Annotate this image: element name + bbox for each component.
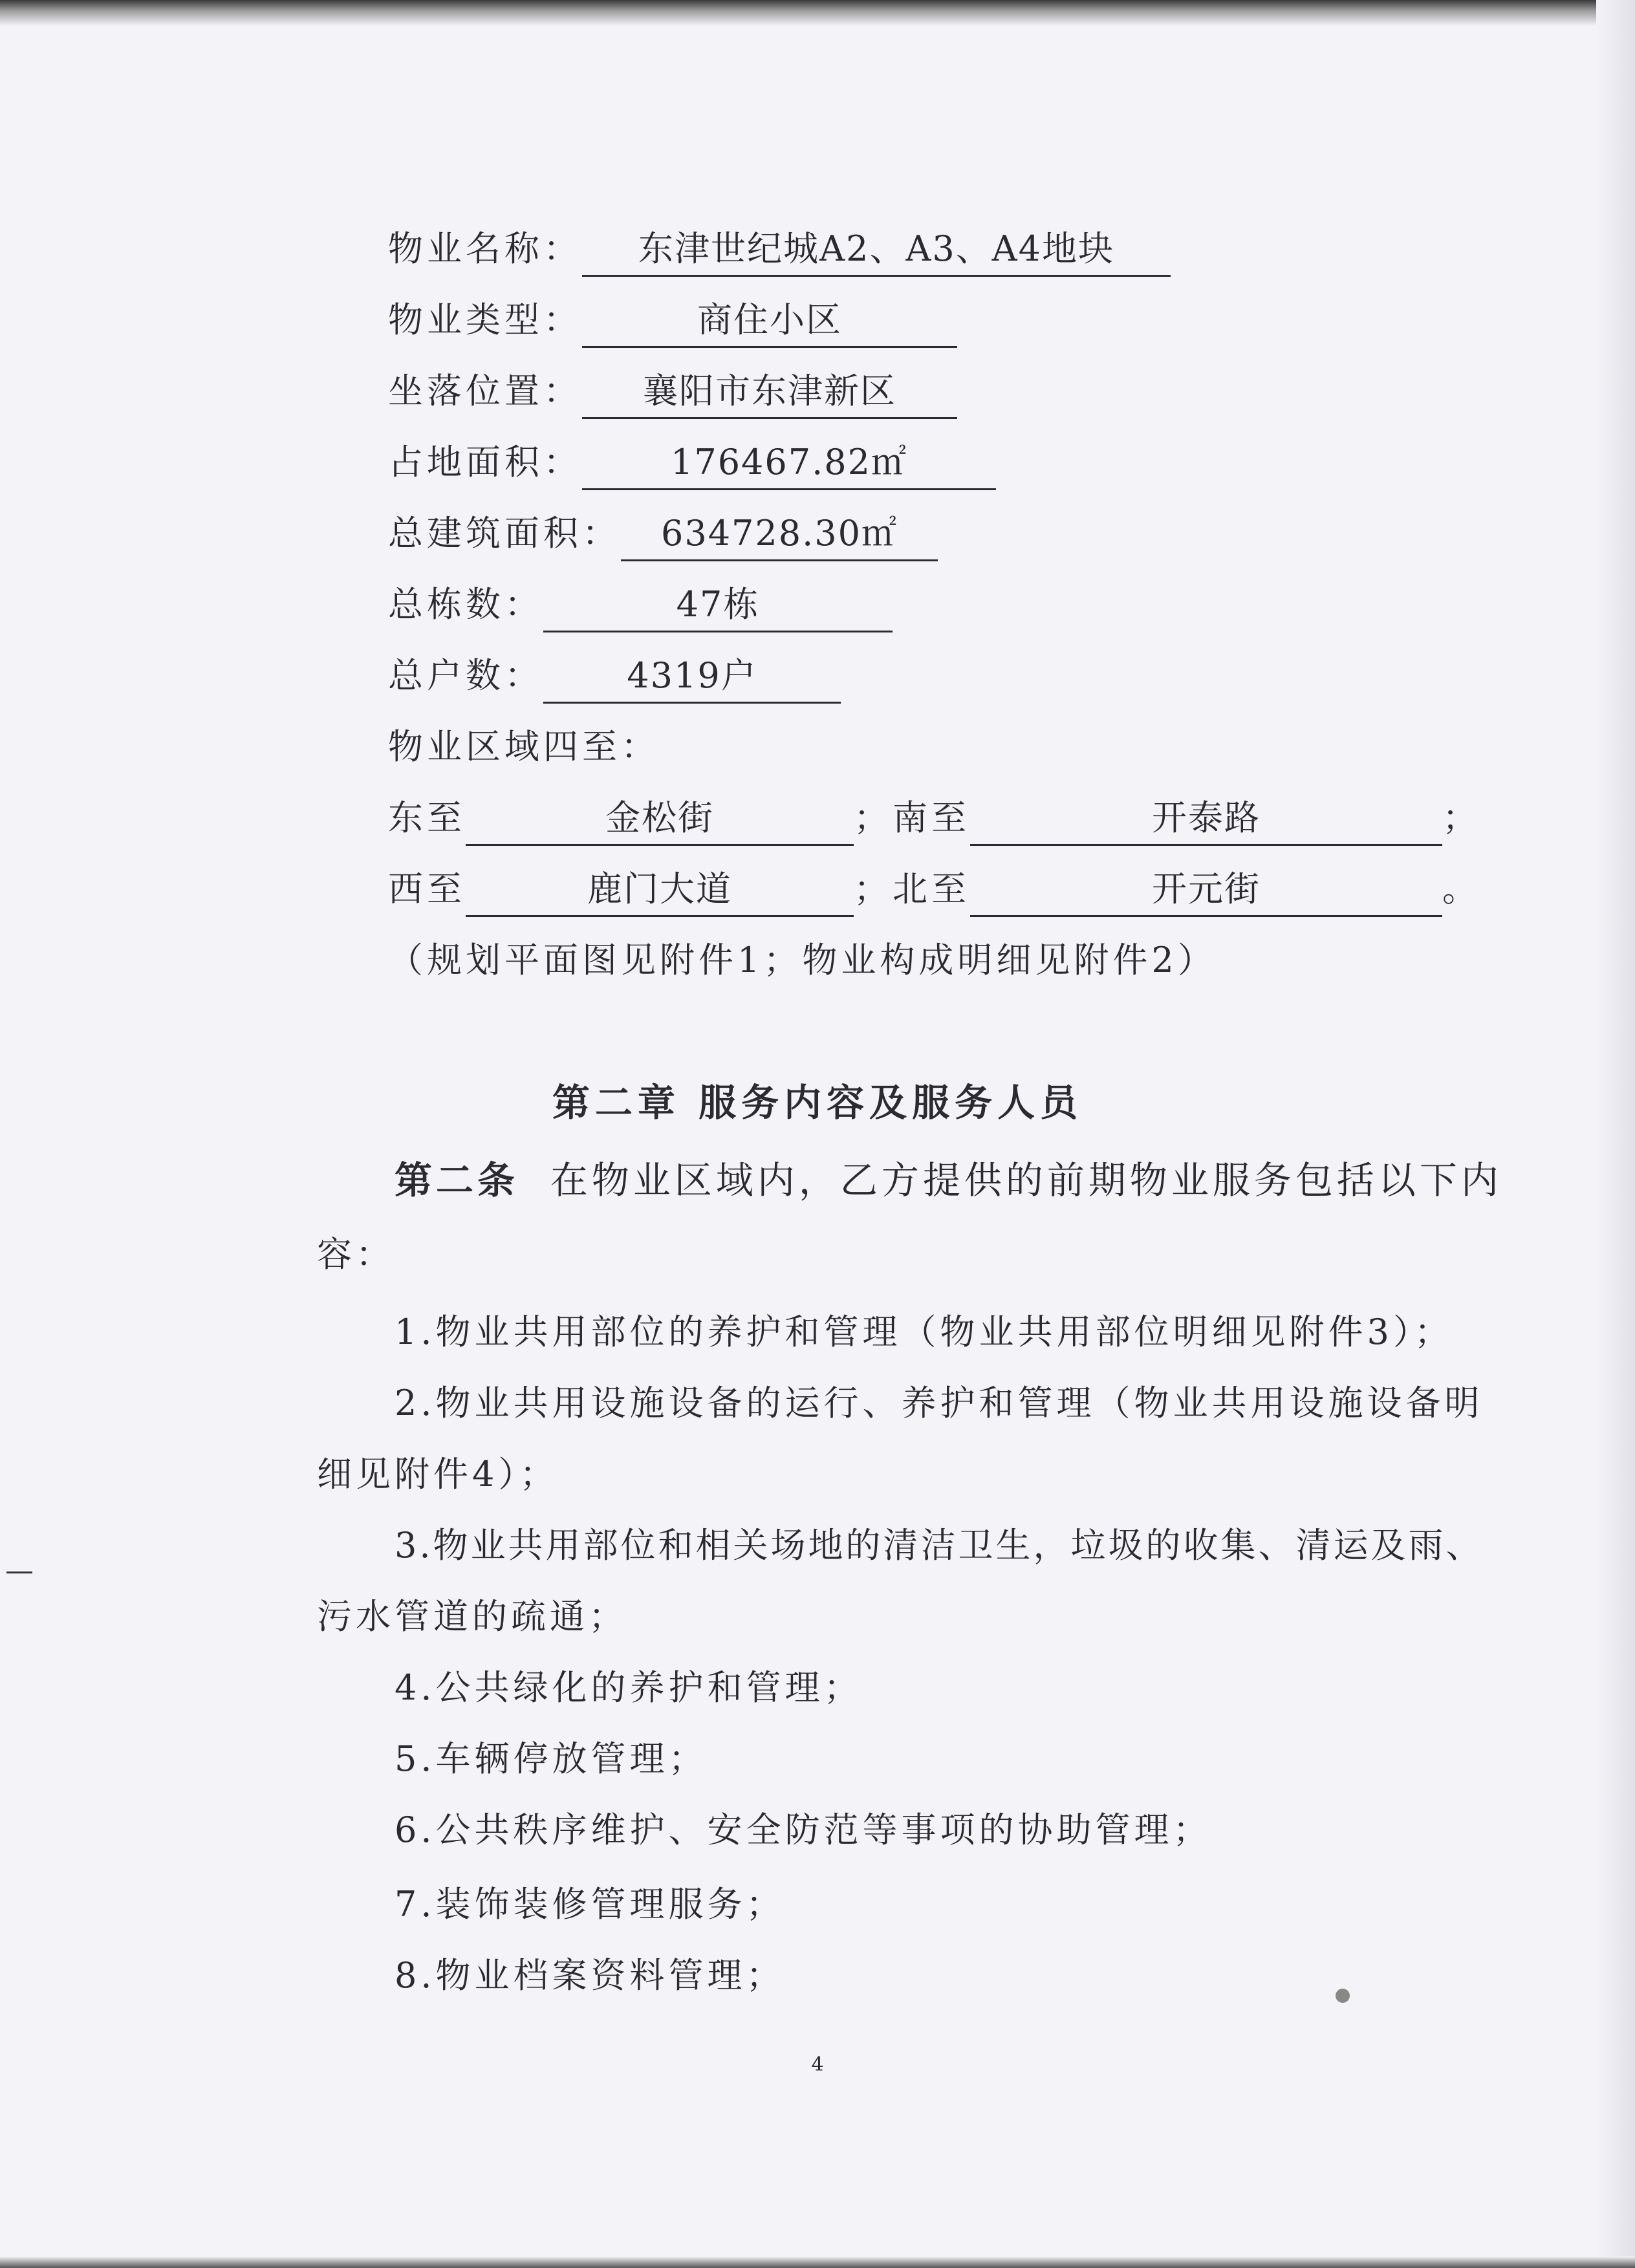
list-item-2-continued: 细见附件4）； [317,1454,559,1495]
property-type-value: 商住小区 [582,294,957,348]
south-label: ；南至 [854,797,970,838]
household-count-row [388,650,841,704]
land-area-value: 176467.82㎡ [582,437,996,490]
location-row [388,365,957,419]
list-item-3: 3.物业共用部位和相关场地的清洁卫生，垃圾的收集、清运及雨、 [395,1525,1484,1566]
list-item-2: 2.物业共用设施设备的运行、养护和管理（物业共用设施设备明 [395,1383,1484,1423]
property-name-value: 东津世纪城A2、A3、A4地块 [582,223,1171,277]
property-type-row [388,294,957,348]
building-area-value: 634728.30㎡ [621,508,938,561]
location-value: 襄阳市东津新区 [582,365,957,419]
east-value: 金松街 [466,792,854,846]
scan-edge-top [0,0,1635,26]
south-value: 开泰路 [970,792,1442,846]
location-label: 坐落位置： [388,371,582,411]
building-area-label: 总建筑面积： [388,513,621,554]
east-label: 东至 [388,797,466,838]
west-value: 鹿门大道 [466,863,854,917]
scan-speck [1336,1989,1350,2003]
boundary-heading: 物业区域四至： [388,726,660,767]
article-intro-continued: 容： [317,1234,395,1275]
page-number: 4 [811,2053,824,2076]
attachment-note: （规划平面图见附件1；物业构成明细见附件2） [388,940,1217,980]
row1-end-mark: ； [1442,797,1481,838]
west-label: 西至 [388,869,466,909]
property-name-label: 物业名称： [388,228,582,269]
scan-mark [6,1571,32,1573]
building-count-label: 总栋数： [388,584,543,625]
row2-end-mark: 。 [1442,869,1481,909]
scan-edge-bottom [0,2256,1635,2268]
list-item-8: 8.物业档案资料管理； [395,1955,785,1996]
household-count-label: 总户数： [388,655,543,696]
property-name-row [388,223,1171,277]
article-label: 第二条 [395,1158,519,1202]
chapter-title: 第二章 服务内容及服务人员 [552,1081,1083,1125]
boundary-row-2 [388,863,1481,917]
building-area-row [388,508,938,561]
list-item-4: 4.公共绿化的养护和管理； [395,1667,863,1708]
list-item-3-continued: 污水管道的疏通； [317,1596,627,1637]
boundary-row-1 [388,792,1481,846]
building-count-value: 47栋 [543,579,893,632]
building-count-row [388,579,893,632]
land-area-row [388,437,996,490]
property-type-label: 物业类型： [388,299,582,340]
article-intro [395,1154,1502,1206]
list-item-6: 6.公共秩序维护、安全防范等事项的协助管理； [395,1809,1212,1850]
list-item-1: 1.物业共用部位的养护和管理（物业共用部位明细见附件3）； [395,1312,1453,1352]
north-value: 开元街 [970,863,1442,917]
article-intro-text: 在物业区域内，乙方提供的前期物业服务包括以下内 [550,1158,1502,1202]
scan-edge-right [1596,0,1635,2268]
list-item-5: 5.车辆停放管理； [395,1738,708,1779]
land-area-label: 占地面积： [388,442,582,482]
north-label: ；北至 [854,869,970,909]
list-item-7: 7.装饰装修管理服务； [395,1884,785,1925]
household-count-value: 4319户 [543,650,841,704]
